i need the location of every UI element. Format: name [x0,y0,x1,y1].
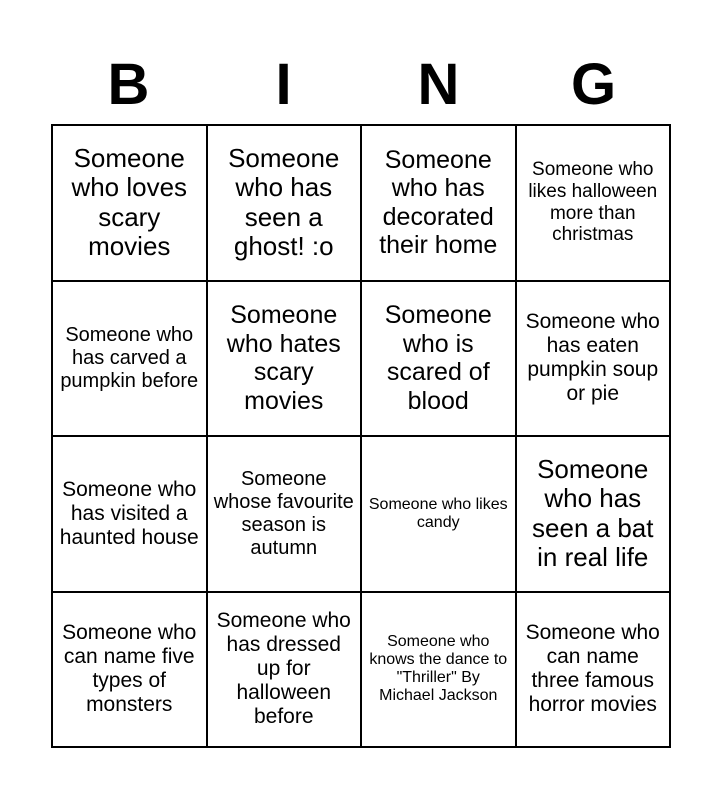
bingo-cell-text: Someone who has dressed up for halloween before [216,609,351,729]
bingo-title-letter-1: I [275,52,292,117]
bingo-cell-text: Someone who loves scary movies [71,142,188,262]
bingo-cell[interactable] [53,282,208,438]
bingo-cell[interactable] [517,126,672,282]
bingo-cell[interactable] [208,437,363,593]
bingo-title-letter-3: G [570,52,617,117]
bingo-title-letter-0: B [107,52,150,117]
bingo-cell-text: Someone who has decorated their home [379,145,498,260]
bingo-cell-text: Someone who hates scary movies [226,301,341,415]
bingo-cell-text: Someone who likes halloween more than christmas [528,159,658,246]
bingo-cell[interactable] [517,593,672,749]
bingo-cell-text: Someone who has eaten pumpkin soup or pie [525,310,660,406]
bingo-cell[interactable] [362,437,517,593]
bingo-cell-text: Someone who has carved a pumpkin before [60,324,199,392]
bingo-cell[interactable] [362,593,517,749]
bingo-title-row [51,46,671,124]
bingo-cell-text: Someone who likes candy [368,495,508,531]
bingo-cell[interactable] [362,282,517,438]
bingo-cell[interactable] [208,126,363,282]
bingo-cell[interactable] [53,593,208,749]
bingo-cell[interactable] [53,437,208,593]
bingo-cell-text: Someone who can name five types of monsters [62,621,197,717]
bingo-cell[interactable] [362,126,517,282]
bingo-title-letter-2: N [417,52,460,117]
bingo-cell-text: Someone who can name three famous horror movies [525,621,660,717]
bingo-cell[interactable] [208,593,363,749]
bingo-cell-text: Someone who has seen a bat in real life [532,453,654,573]
bingo-cell-text: Someone whose favourite season is autumn [213,468,354,559]
bingo-cell[interactable] [208,282,363,438]
bingo-cell[interactable] [517,437,672,593]
bingo-cell-text: Someone who knows the dance to "Thriller" By Michael Jackson [369,632,508,705]
bingo-cell-text: Someone who has seen a ghost! :o [228,142,340,262]
bingo-cell-text: Someone who is scared of blood [384,301,492,415]
bingo-cell[interactable] [517,282,672,438]
bingo-grid [51,124,671,748]
bingo-cell-text: Someone who has visited a haunted house [59,477,199,549]
bingo-cell[interactable] [53,126,208,282]
